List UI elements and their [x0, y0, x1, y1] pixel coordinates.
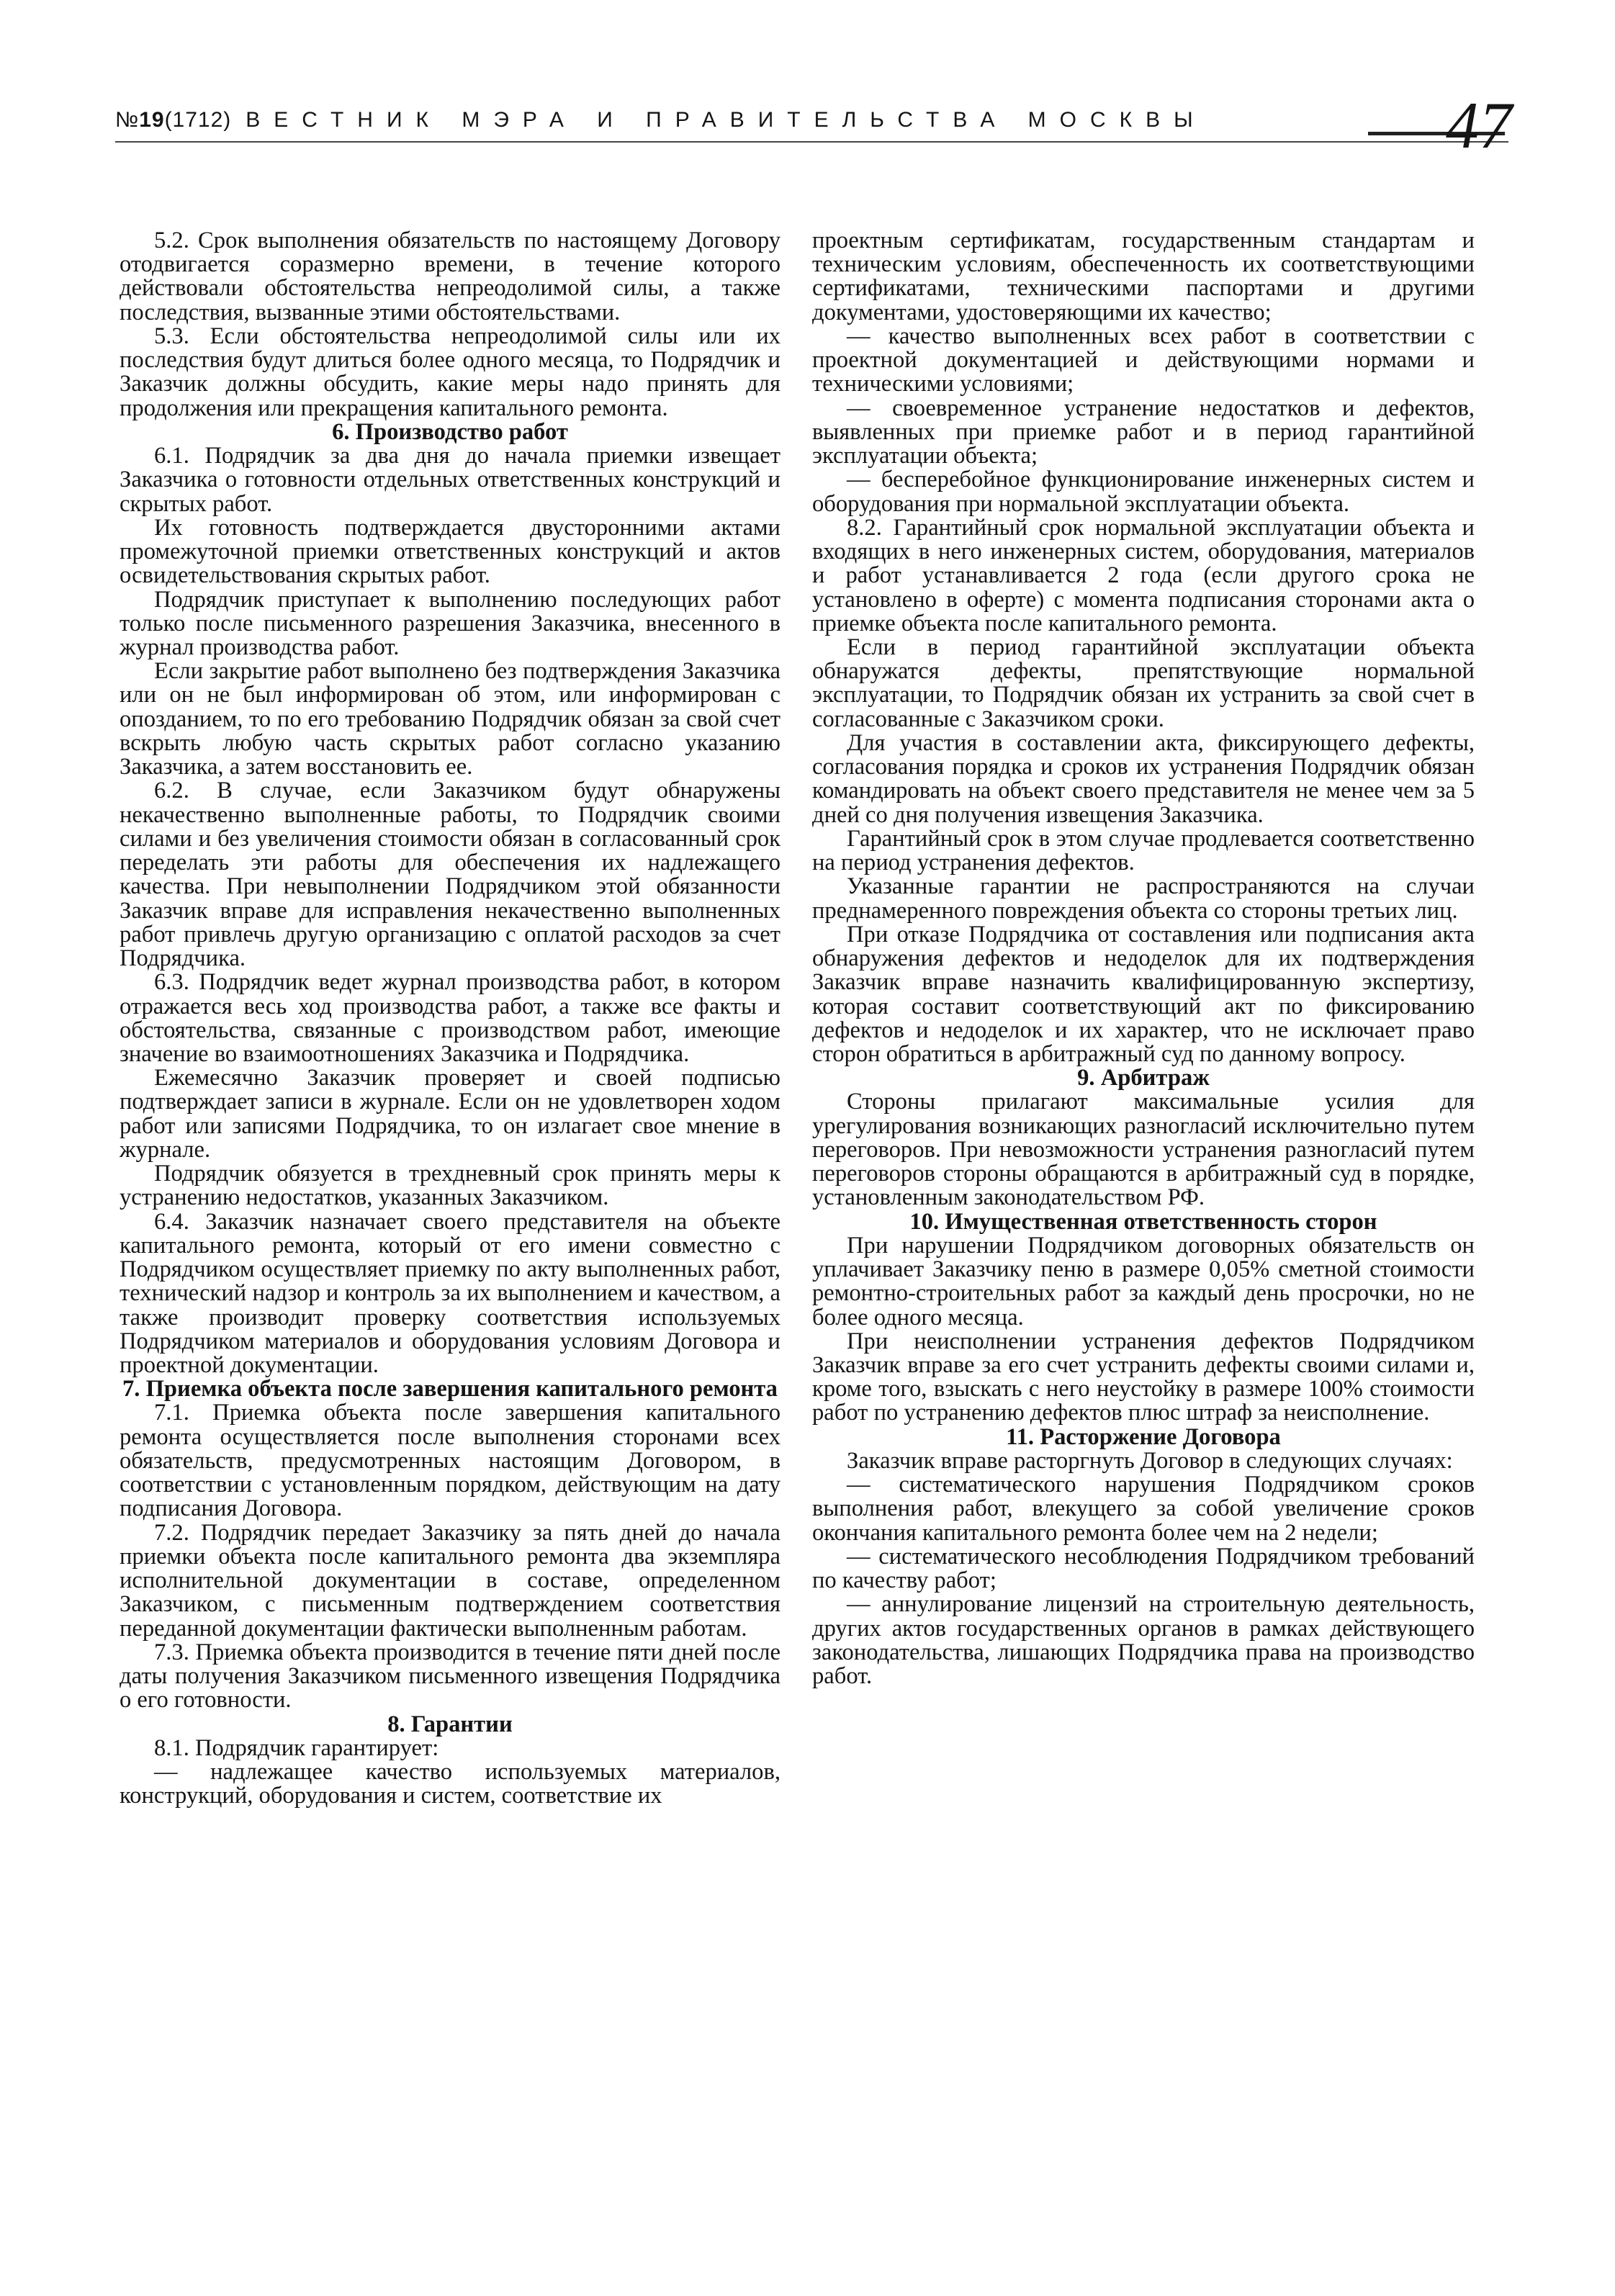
paragraph: 8.1. Подрядчик гарантирует: — [154, 1734, 439, 1761]
section-heading: 9. Арбитраж — [1077, 1065, 1210, 1091]
paragraph: При неисполнении устранения дефектов Подрядчиком Заказчик вправе за его счет устранить дефекты своими силами и, кроме того, взыскать с него неустойку в размере 100% стоимости работ по устранению дефектов плюс штраф за неисполнение. — [812, 1328, 1475, 1426]
issue-total: (1712) — [164, 108, 232, 132]
paragraph: Стороны прилагают максимальные усилия для урегулирования возникающих разногласий исключительно путем переговоров. При невозможности устранения разногласий путем переговоров стороны обращаются в арбитражный суд в порядке, установленным законодательством РФ. — [812, 1089, 1475, 1211]
paragraph: 6.3. Подрядчик ведет журнал производства работ, в котором отражается весь ход производства работ, а также все факты и обстоятельства, связанные с производством работ, имеющие значение во взаимоотношениях Заказчика и Подрядчика. — [120, 969, 780, 1067]
paragraph: — качество выполненных всех работ в соответствии с проектной документацией и действующими нормами и техническими условиями; — [812, 323, 1475, 397]
section-heading: 8. Гарантии — [387, 1711, 513, 1737]
publication-title: ВЕСТНИК МЭРА И ПРАВИТЕЛЬСТВА МОСКВЫ — [246, 108, 1207, 132]
paragraph: 5.2. Срок выполнения обязательств по настоящему Договору отодвигается соразмерно времени, в течение которого действовали обстоятельства непреодолимой силы, а также последствия, вызванные этими обстоятельствами. — [120, 228, 780, 325]
issue-number-prefix: № — [115, 108, 140, 132]
paragraph: Для участия в составлении акта, фиксирующего дефекты, согласования порядка и сроков их устранения Подрядчик обязан командировать на объект своего представителя не менее чем за 5 дней со дня получения извещения Заказчика. — [812, 729, 1475, 828]
paragraph: 6.4. Заказчик назначает своего представителя на объекте капитального ремонта, который от его имени совместно с Подрядчиком осуществляет приемку по акту выполненных работ, технический надзор и контроль за их выполнением и качеством, а также производит проверку соответствия используемых Подрядчиком материалов и оборудования условиям Договора и проектной документации. — [120, 1208, 780, 1379]
paragraph: Подрядчик обязуется в трехдневный срок принять меры к устранению недостатков, указанных Заказчиком. — [120, 1161, 780, 1211]
paragraph: 7.1. Приемка объекта после завершения капитального ремонта осуществляется после выполнения сторонами всех обязательств, предусмотренных настоящим Договором, в соответствии с установленным порядком, действующим на дату подписания Договора. — [120, 1400, 780, 1522]
paragraph: 6.1. Подрядчик за два дня до начала приемки извещает Заказчика о готовности отдельных ответственных конструкций и скрытых работ. — [120, 443, 780, 517]
paragraph: — надлежащее качество используемых материалов, конструкций, оборудования и систем, соответствие их — [120, 1759, 780, 1809]
paragraph: проектным сертификатам, государственным стандартам и техническим условиям, обеспеченность их соответствующими сертификатами, техническими паспортами и другими документами, удостоверяющими их качество; — [812, 228, 1475, 325]
paragraph: Ежемесячно Заказчик проверяет и своей подписью подтверждает записи в журнале. Если он не удовлетворен ходом работ или записями Подрядчика, то он излагает свое мнение в журнале. — [120, 1065, 780, 1163]
issue-number: 19 — [139, 108, 165, 132]
paragraph: 6.2. В случае, если Заказчиком будут обнаружены некачественно выполненные работы, то Подрядчик своими силами и без увеличения стоимости обязан в согласованный срок переделать эти работы для обеспечения их надлежащего качества. При невыполнении Подрядчиком этой обязанности Заказчик вправе для исправления некачественно выполненных работ привлечь другую организацию с оплатой расходов за счет Подрядчика. — [120, 778, 780, 972]
paragraph: — бесперебойное функционирование инженерных систем и оборудования при нормальной эксплуатации объекта. — [812, 467, 1475, 517]
paragraph: При нарушении Подрядчиком договорных обязательств он уплачивает Заказчику пеню в размере 0,05% сметной стоимости ремонтно-строительных работ за каждый день просрочки, но не более одного месяца. — [812, 1232, 1475, 1331]
paragraph: 7.2. Подрядчик передает Заказчику за пять дней до начала приемки объекта после капитального ремонта два экземпляра исполнительной документации в составе, определенном Заказчиком, с письменным подтверждением соответствия переданной документации фактически выполненным работам. — [120, 1519, 780, 1642]
section-heading: 10. Имущественная ответственность сторон — [909, 1208, 1377, 1235]
paragraph: Если закрытие работ выполнено без подтверждения Заказчика или он не был информирован об этом, или информирован с опозданием, то по его требованию Подрядчик обязан за свой счет вскрыть любую часть скрытых работ согласно указанию Заказчика, а затем восстановить ее. — [120, 658, 780, 780]
page-number: 47 — [1446, 89, 1512, 162]
paragraph: 8.2. Гарантийный срок нормальной эксплуатации объекта и входящих в него инженерных систем, оборудования, материалов и работ устанавливается 2 года (если другого срока не установлено в оферте) с момента подписания сторонами акта о приемке объекта после капитального ремонта. — [812, 514, 1475, 636]
header-rule — [115, 141, 1508, 143]
section-heading: 11. Расторжение Договора — [1006, 1423, 1281, 1450]
paragraph: Подрядчик приступает к выполнению последующих работ только после письменного разрешения Заказчика, внесенного в журнал производства работ. — [120, 586, 780, 660]
paragraph: Заказчик вправе расторгнуть Договор в следующих случаях: — [847, 1447, 1453, 1474]
paragraph: Гарантийный срок в этом случае продлевается соответственно на период устранения дефектов. — [812, 825, 1475, 876]
paragraph: 5.3. Если обстоятельства непреодолимой силы или их последствия будут длиться более одного месяца, то Подрядчик и Заказчик должны обсудить, какие меры надо принять для продолжения или прекращения капитального ремонта. — [120, 323, 780, 421]
paragraph: — систематического несоблюдения Подрядчиком требований по качеству работ; — [812, 1543, 1475, 1594]
paragraph: При отказе Подрядчика от составления или подписания акта обнаружения дефектов и недоделок для их подтверждения Заказчик вправе назначить квалифицированную экспертизу, которая составит соответствующий акт по фиксированию дефектов и недоделок и их характер, что не исключает право сторон обратиться в арбитражный суд по данному вопросу. — [812, 921, 1475, 1067]
paragraph: Если в период гарантийной эксплуатации объекта обнаружатся дефекты, препятствующие нормальной эксплуатации, то Подрядчик обязан их устранить за свой счет в согласованные с Заказчиком сроки. — [812, 634, 1475, 732]
paragraph: — своевременное устранение недостатков и дефектов, выявленных при приемке работ и в период гарантийной эксплуатации объекта; — [812, 395, 1475, 469]
running-header — [115, 89, 1512, 180]
section-heading: 6. Производство работ — [332, 418, 568, 445]
paragraph: — систематического нарушения Подрядчиком сроков выполнения работ, влекущего за собой увеличение сроков окончания капитального ремонта более чем на 2 недели; — [812, 1472, 1475, 1546]
header-line — [115, 108, 1207, 132]
paragraph: — аннулирование лицензий на строительную деятельность, других актов государственных органов в рамках действующего законодательства, лишающих Подрядчика права на производство работ. — [812, 1591, 1475, 1690]
paragraph: 7.3. Приемка объекта производится в течение пяти дней после даты получения Заказчиком письменного извещения Подрядчика о его готовности. — [120, 1639, 780, 1714]
left-column — [120, 229, 780, 1808]
section-heading: 7. Приемка объекта после завершения капитального ремонта — [122, 1376, 778, 1403]
paragraph: Их готовность подтверждается двусторонними актами промежуточной приемки ответственных конструкций и актов освидетельствования скрытых работ. — [120, 514, 780, 589]
right-column — [812, 229, 1475, 1688]
paragraph: Указанные гарантии не распространяются на случаи преднамеренного повреждения объекта со стороны третьих лиц. — [812, 873, 1475, 924]
